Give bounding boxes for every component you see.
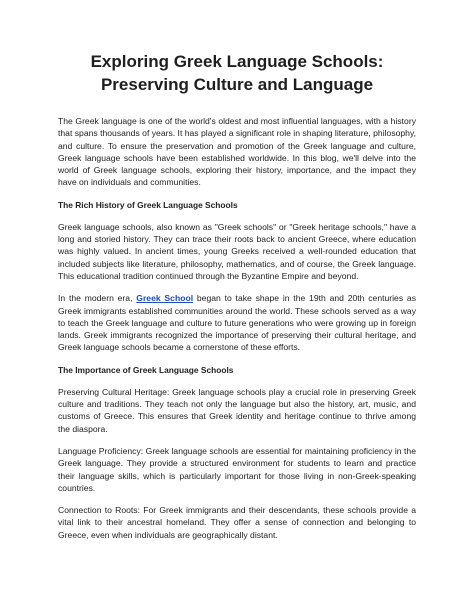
importance-paragraph-proficiency: Language Proficiency: Greek language schools are essential for maintaining proficiency in the Greek language. They provide a structured environment for students to learn and practice their language skills, which is particularly important for those living in non-Greek-speaking countries. [58,445,416,493]
intro-paragraph: The Greek language is one of the world's oldest and most influential languages, with a history that spans thousands of years. It has played a significant role in shaping literature, philosophy, and culture. To ensure the preservation and promotion of the Greek language and culture, Greek language schools have been established worldwide. In this blog, we'll delve into the world of Greek language schools, exploring their history, importance, and the impact they have on individuals and communities. [58,116,416,188]
importance-paragraph-heritage: Preserving Cultural Heritage: Greek language schools play a crucial role in preserving Greek culture and traditions. They teach not only the language but also the history, art, music, and customs of Greece. This ensures that Greek identity and heritage continue to thrive among the diaspora. [58,386,416,434]
greek-school-link[interactable]: Greek School [136,293,194,304]
history-paragraph-1: Greek language schools, also known as "Greek schools" or "Greek heritage schools," have a long and storied history. They can trace their roots back to ancient Greece, where education was highly valued. In ancient times, young Greeks received a well-rounded education that included subjects like literature, philosophy, mathematics, and of course, the Greek language. This educational tradition continued through the Byzantine Empire and beyond. [58,221,416,281]
section-heading-history: The Rich History of Greek Language Schools [58,199,238,210]
importance-paragraph-roots: Connection to Roots: For Greek immigrants and their descendants, these schools provide a vital link to their ancestral homeland. They offer a sense of connection and belonging to Greece, even when individuals are geographically distant. [58,505,416,540]
history-paragraph-2-start: In the modern era, [58,293,137,304]
page-title: Exploring Greek Language Schools: Preserving Culture and Language [90,52,384,94]
history-paragraph-2-rest: began to take shape in the 19th and 20th centuries as Greek immigrants established communities around the world. These schools served as a way to teach the Greek language and culture to future generations who were growing up in foreign lands. Greek immigrants recognized the importance of preserving their cultural heritage, and Greek language schools became a cornerstone of these efforts. [58,293,416,353]
history-paragraph-2 [58,292,416,353]
section-heading-importance: The Importance of Greek Language Schools [58,364,234,375]
